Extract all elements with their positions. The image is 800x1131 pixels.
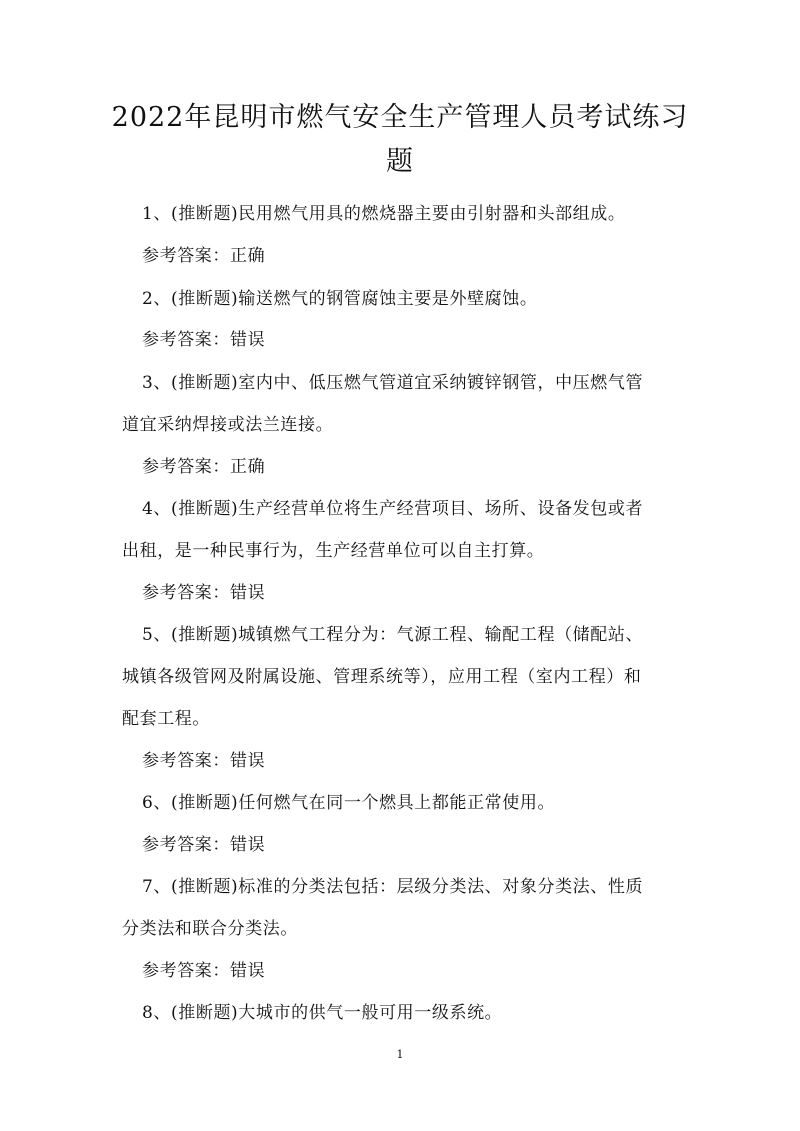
question-1-answer: 参考答案：正确 — [142, 246, 266, 266]
question-4-line-2: 出租，是一种民事行为，生产经营单位可以自主打算。 — [122, 541, 545, 561]
page-number: 1 — [396, 1048, 404, 1061]
question-5-line-3: 配套工程。 — [122, 709, 210, 729]
question-5-answer: 参考答案：错误 — [142, 751, 266, 771]
question-6-answer: 参考答案：错误 — [142, 835, 266, 855]
question-1-line-1: 1、(推断题)民用燃气用具的燃烧器主要由引射器和头部组成。 — [142, 204, 626, 224]
question-3-line-1: 3、(推断题)室内中、低压燃气管道宜采纳镀锌钢管，中压燃气管 — [142, 373, 644, 393]
question-4-answer: 参考答案：错误 — [142, 583, 266, 603]
question-8-line-1: 8、(推断题)大城市的供气一般可用一级系统。 — [142, 1003, 503, 1023]
question-2-answer: 参考答案：错误 — [142, 330, 266, 350]
title-line-1: 2022年昆明市燃气安全生产管理人员考试练习 — [111, 102, 689, 133]
question-4-line-1: 4、(推断题)生产经营单位将生产经营项目、场所、设备发包或者 — [142, 499, 644, 519]
question-7-answer: 参考答案：错误 — [142, 961, 266, 981]
question-5-line-1: 5、(推断题)城镇燃气工程分为：气源工程、输配工程（储配站、 — [142, 625, 644, 645]
question-6-line-1: 6、(推断题)任何燃气在同一个燃具上都能正常使用。 — [142, 793, 556, 813]
question-5-line-2: 城镇各级管网及附属设施、管理系统等），应用工程（室内工程）和 — [122, 667, 642, 687]
question-7-line-2: 分类法和联合分类法。 — [122, 919, 298, 939]
document-title — [100, 96, 700, 184]
question-3-line-2: 道宜采纳焊接或法兰连接。 — [122, 415, 334, 435]
question-3-answer: 参考答案：正确 — [142, 457, 266, 477]
question-7-line-1: 7、(推断题)标准的分类法包括：层级分类法、对象分类法、性质 — [142, 877, 644, 897]
question-2-line-1: 2、(推断题)输送燃气的钢管腐蚀主要是外壁腐蚀。 — [142, 289, 538, 309]
title-line-2: 题 — [386, 146, 414, 177]
